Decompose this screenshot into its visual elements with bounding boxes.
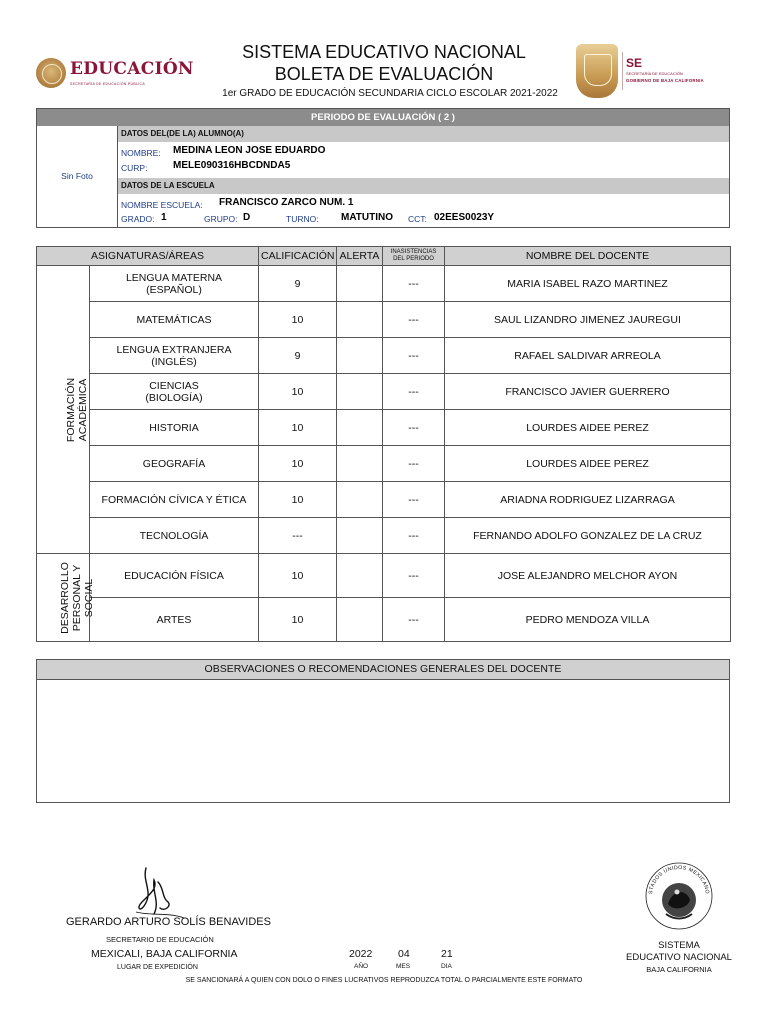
teacher-cell: FERNANDO ADOLFO GONZALEZ DE LA CRUZ <box>445 518 731 554</box>
teacher-cell: FRANCISCO JAVIER GUERRERO <box>445 374 731 410</box>
academic-formation-group <box>37 266 90 554</box>
observations-header: OBSERVACIONES O RECOMENDACIONES GENERALES DEL DOCENTE <box>37 660 729 680</box>
mexico-coat-of-arms-icon <box>644 860 714 936</box>
observations-box <box>36 659 730 803</box>
subject-cell <box>90 338 259 374</box>
student-photo-placeholder: Sin Foto <box>37 126 118 227</box>
personal-social-group <box>37 554 95 642</box>
se-logo-letters: SE <box>626 56 643 70</box>
day-label: DIA <box>441 963 452 970</box>
grade-cell: --- <box>259 518 337 554</box>
teacher-cell: JOSE ALEJANDRO MELCHOR AYON <box>445 554 731 598</box>
alert-cell <box>337 482 383 518</box>
absences-cell: --- <box>383 410 445 446</box>
student-curp: MELE090316HBCDNDA5 <box>173 160 291 171</box>
alert-cell <box>337 446 383 482</box>
subject-cell: ARTES <box>90 598 259 642</box>
group-label: GRUPO: <box>204 214 238 224</box>
curp-label: CURP: <box>121 163 148 173</box>
alert-cell <box>337 266 383 302</box>
absences-cell: --- <box>383 482 445 518</box>
table-row <box>37 598 731 642</box>
subject-cell: HISTORIA <box>90 410 259 446</box>
table-row <box>37 374 731 410</box>
baja-california-se-logo <box>576 44 736 100</box>
se-logo-line1: SECRETARÍA DE EDUCACIÓN <box>626 71 683 76</box>
issue-month: 04 <box>398 948 410 960</box>
emblem-caption-line3: BAJA CALIFORNIA <box>646 965 712 974</box>
grade-cell: 10 <box>259 302 337 338</box>
alert-cell <box>337 374 383 410</box>
teacher-cell: LOURDES AIDEE PEREZ <box>445 446 731 482</box>
teacher-cell: SAUL LIZANDRO JIMENEZ JAUREGUI <box>445 302 731 338</box>
grade-cell: 10 <box>259 598 337 642</box>
subject-cell: TECNOLOGÍA <box>90 518 259 554</box>
reproduction-warning: SE SANCIONARÁ A QUIEN CON DOLO O FINES LUCRATIVOS REPRODUZCA TOTAL O PARCIALMENTE ESTE FORMATO <box>185 977 583 984</box>
emblem-caption-line2: EDUCATIVO NACIONAL <box>626 952 732 963</box>
subject-line1: LENGUA EXTRANJERA <box>116 343 232 356</box>
grades-header-row <box>37 247 731 266</box>
grade-cell: 10 <box>259 374 337 410</box>
signature-image <box>124 862 194 922</box>
subject-column-header: ASIGNATURAS/ÁREAS <box>37 247 259 266</box>
absences-header-line2: DEL PERIODO <box>393 256 434 262</box>
absences-cell: --- <box>383 302 445 338</box>
table-row <box>37 410 731 446</box>
subject-cell: GEOGRAFÍA <box>90 446 259 482</box>
cct-label: CCT: <box>408 214 427 224</box>
grade-cell: 10 <box>259 446 337 482</box>
education-logo-subtitle: SECRETARÍA DE EDUCACIÓN PÚBLICA <box>70 82 145 86</box>
se-logo-line2: GOBIERNO DE BAJA CALIFORNIA <box>626 78 704 83</box>
subject-cell: MATEMÁTICAS <box>90 302 259 338</box>
absences-cell: --- <box>383 266 445 302</box>
teacher-cell: ARIADNA RODRIGUEZ LIZARRAGA <box>445 482 731 518</box>
grade-label: GRADO: <box>121 214 155 224</box>
signer-name: GERARDO ARTURO SOLÍS BENAVIDES <box>66 916 271 928</box>
student-info-block <box>36 108 730 228</box>
issue-place-label: LUGAR DE EXPEDICIÓN <box>117 964 198 971</box>
alert-cell <box>337 554 383 598</box>
subject-line2: (INGLÉS) <box>151 355 197 368</box>
grades-table <box>36 246 731 642</box>
student-name: MEDINA LEON JOSE EDUARDO <box>173 145 326 156</box>
teacher-cell: LOURDES AIDEE PEREZ <box>445 410 731 446</box>
document-title-line2: BOLETA DE EVALUACIÓN <box>274 64 494 84</box>
issue-place: MEXICALI, BAJA CALIFORNIA <box>91 948 238 960</box>
table-row <box>37 266 731 302</box>
emblem-arc-text: STADOS UNIDOS MEXICANO <box>648 864 710 895</box>
grade-cell: 10 <box>259 410 337 446</box>
school-section-header: DATOS DE LA ESCUELA <box>118 178 729 194</box>
student-section-header: DATOS DEL(DE LA) ALUMNO(A) <box>118 126 729 142</box>
alert-cell <box>337 598 383 642</box>
logo-divider <box>622 52 623 90</box>
absences-cell: --- <box>383 374 445 410</box>
subject-line2: (BIOLOGÍA) <box>145 391 203 404</box>
teacher-column-header: NOMBRE DEL DOCENTE <box>445 247 731 266</box>
subject-cell <box>90 266 259 302</box>
subject-cell: EDUCACIÓN FÍSICA <box>90 554 259 598</box>
absences-cell: --- <box>383 554 445 598</box>
alert-cell <box>337 518 383 554</box>
emblem-caption-line1: SISTEMA <box>658 940 700 951</box>
subject-line1: LENGUA MATERNA <box>125 271 223 284</box>
absences-cell: --- <box>383 446 445 482</box>
absences-column-header <box>383 247 445 266</box>
document-title-line1: SISTEMA EDUCATIVO NACIONAL <box>242 42 526 62</box>
table-row <box>37 338 731 374</box>
year-label: AÑO <box>354 963 369 970</box>
table-row <box>37 518 731 554</box>
group-value: D <box>243 212 251 223</box>
subject-line2: (ESPAÑOL) <box>146 283 202 296</box>
absences-header-line1: INASISTENCIAS <box>390 249 437 255</box>
evaluation-period-bar: PERIODO DE EVALUACIÓN ( 2 ) <box>37 109 729 126</box>
absences-cell: --- <box>383 598 445 642</box>
table-row <box>37 446 731 482</box>
issue-day: 21 <box>441 948 453 960</box>
personal-social-label: DESARROLLO PERSONAL Y SOCIAL <box>59 561 95 634</box>
academic-formation-label: FORMACIÓN ACADÉMICA <box>65 377 89 442</box>
baja-california-shield-icon <box>576 44 618 98</box>
absences-cell: --- <box>383 518 445 554</box>
school-name: FRANCISCO ZARCO NUM. 1 <box>219 197 354 208</box>
subject-cell <box>90 374 259 410</box>
name-label: NOMBRE: <box>121 148 161 158</box>
subject-line1: CIENCIAS <box>149 379 199 392</box>
document-subtitle: 1er GRADO DE EDUCACIÓN SECUNDARIA CICLO ESCOLAR 2021-2022 <box>222 88 558 99</box>
observations-text <box>37 680 729 688</box>
alert-cell <box>337 410 383 446</box>
table-row <box>37 554 731 598</box>
month-label: MES <box>396 963 411 970</box>
education-logo-word: EDUCACIÓN <box>70 59 194 79</box>
grade-cell: 9 <box>259 338 337 374</box>
grade-cell: 9 <box>259 266 337 302</box>
shift-label: TURNO: <box>286 214 319 224</box>
alert-cell <box>337 302 383 338</box>
grade-cell: 10 <box>259 482 337 518</box>
table-row <box>37 302 731 338</box>
table-row <box>37 482 731 518</box>
cct-value: 02EES0023Y <box>434 212 495 223</box>
grade-value: 1 <box>161 212 167 223</box>
subject-cell: FORMACIÓN CÍVICA Y ÉTICA <box>90 482 259 518</box>
school-name-label: NOMBRE ESCUELA: <box>121 200 203 210</box>
teacher-cell: MARIA ISABEL RAZO MARTINEZ <box>445 266 731 302</box>
absences-cell: --- <box>383 338 445 374</box>
grade-cell: 10 <box>259 554 337 598</box>
teacher-cell: PEDRO MENDOZA VILLA <box>445 598 731 642</box>
signer-title: SECRETARIO DE EDUCACIÓN <box>106 935 214 944</box>
grade-column-header: CALIFICACIÓN <box>259 247 337 266</box>
alert-cell <box>337 338 383 374</box>
issue-year: 2022 <box>349 948 373 960</box>
shift-value: MATUTINO <box>341 212 394 223</box>
alert-column-header: ALERTA <box>337 247 383 266</box>
teacher-cell: RAFAEL SALDIVAR ARREOLA <box>445 338 731 374</box>
